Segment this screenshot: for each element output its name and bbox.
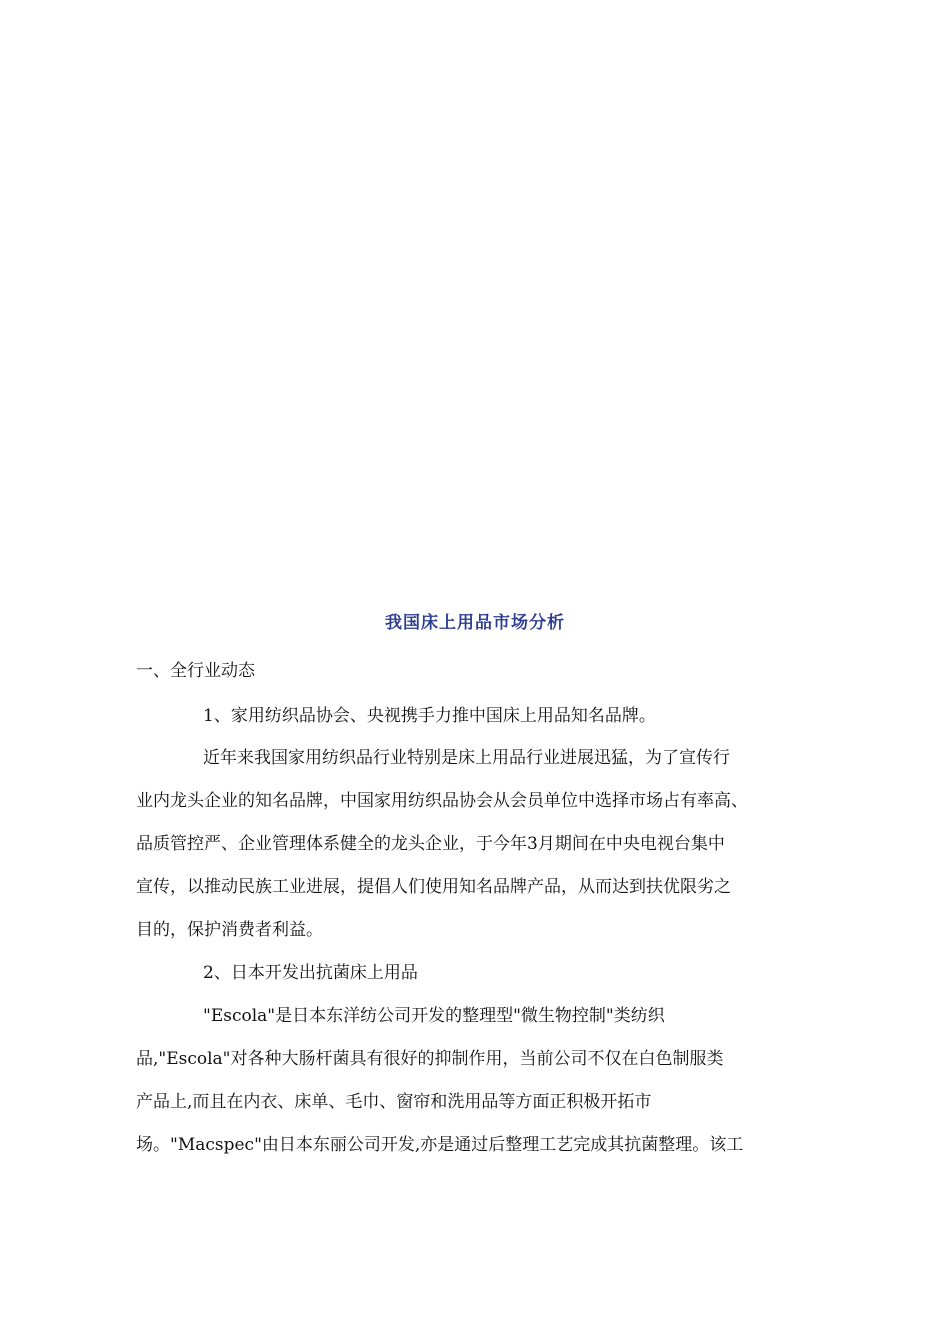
paragraph-line: 近年来我国家用纺织品行业特别是床上用品行业进展迅猛，为了宣传行 bbox=[203, 748, 730, 768]
paragraph-line: 业内龙头企业的知名品牌，中国家用纺织品协会从会员单位中选择市场占有率高、 bbox=[136, 791, 748, 811]
paragraph-line: 品质管控严、企业管理体系健全的龙头企业，于今年3月期间在中央电视台集中 bbox=[136, 834, 725, 854]
paragraph-line: 产品上,而且在内衣、床单、毛巾、窗帘和洗用品等方面正积极开拓市 bbox=[136, 1092, 652, 1112]
section-heading: 一、全行业动态 bbox=[136, 661, 255, 681]
item1-heading: 1、家用纺织品协会、央视携手力推中国床上用品知名品牌。 bbox=[203, 706, 656, 726]
document-title: 我国床上用品市场分析 bbox=[385, 613, 565, 633]
paragraph-line: 场。"Macspec"由日本东丽公司开发,亦是通过后整理工艺完成其抗菌整理。该工 bbox=[136, 1135, 744, 1155]
paragraph-line: 品,"Escola"对各种大肠杆菌具有很好的抑制作用，当前公司不仅在白色制服类 bbox=[136, 1049, 724, 1069]
paragraph-line: 宣传，以推动民族工业进展，提倡人们使用知名品牌产品，从而达到扶优限劣之 bbox=[136, 877, 731, 897]
paragraph-line: "Escola"是日本东洋纺公司开发的整理型"微生物控制"类纺织 bbox=[203, 1006, 665, 1026]
item2-heading: 2、日本开发出抗菌床上用品 bbox=[203, 963, 418, 983]
paragraph-line: 目的，保护消费者利益。 bbox=[136, 920, 323, 940]
